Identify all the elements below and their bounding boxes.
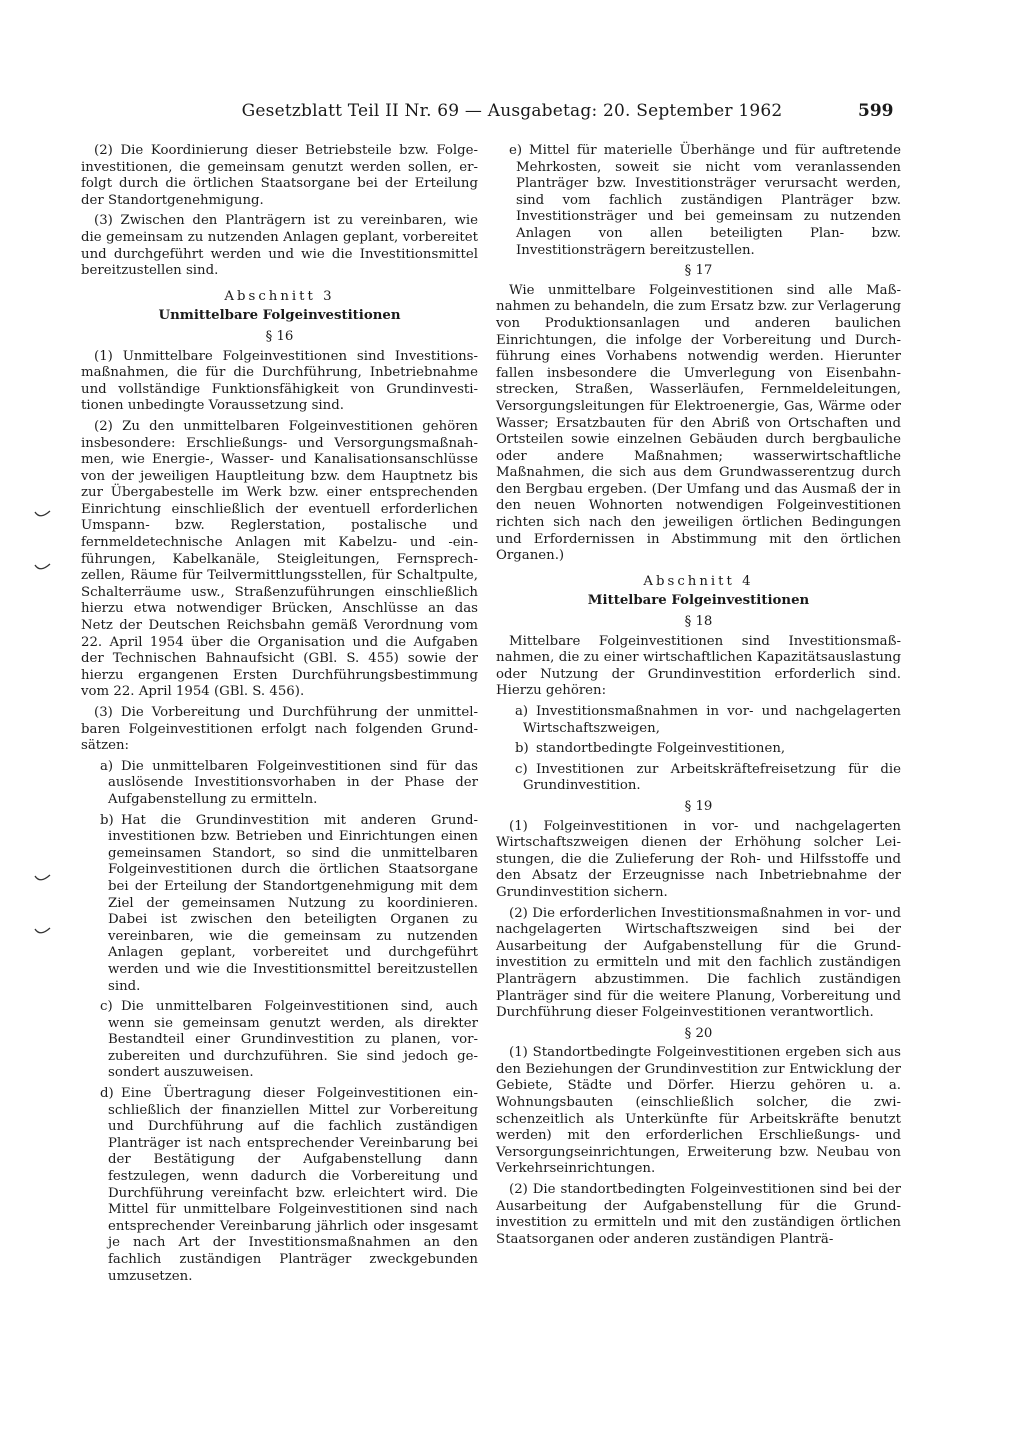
margin-check-mark-icon [34, 561, 52, 575]
list-item [81, 999, 478, 1082]
paragraph-s16-2: (2) Zu den unmittelbaren Folgeinvestitionen gehören insbesondere: Erschließungs- und Versorgungsmaßnahmen, wie Energie-, Wasser- und Kanalisationsanschlüsse von der jeweiligen Hauptleitung bzw. dem Hauptnetz bis zur Übergabestelle im Werk bzw. einer entsprechenden Einrichtung einschließlich der eventuell erforderlichen Umspann- bzw. Reglerstation, postalische und fernmeldetechnische Anlagen mit Kabelzu- und -einführungen, Kabelkanäle, Steigleitungen, Fernsprechzellen, Räume für Teilvermittlungsstellen, für Schaltpulte, Schalterräume usw., Straßenzuführungen einschließlich hierzu etwa notwendiger Brücken, Anschlüsse an das Netz der Deutschen Reichsbahn gemäß Verordnung vom 22. April 1954 über die Organisation und die Aufgaben der Technischen Bahnaufsicht (GBl. S. 455) sowie der hierzu ergangenen Ersten Durchführungsbestimmung vom 22. April 1954 (GBl. S. 456). [81, 418, 478, 700]
right-column [496, 143, 901, 1252]
paragraph-s19-2: (2) Die erforderlichen Investitionsmaßnahmen in vor- und nachgelagerten Wirtschaftszweigen sind bei der Ausarbeitung der Aufgabenstellung für die Grundinvestition zu ermitteln und mit den fachlich zuständigen Planträgern abzustimmen. Die fachlich zuständigen Planträger sind für die weitere Planung, Vorbereitung und Durchführung dieser Folgeinvestitionen verantwortlich. [496, 905, 901, 1021]
paragraph-s16-3: (3) Die Vorbereitung und Durchführung der unmittelbaren Folgeinvestitionen erfolgt nach folgenden Grundsätzen: [81, 705, 478, 754]
list-item-text: Die unmittelbaren Folgeinvestitionen sind, auch wenn sie gemeinsam genutzt werden, als direkter Bestandteil einer Grundinvestition zu planen, vorzubereiten und durchzuführen. Sie sind jedoch gesondert auszuweisen. [108, 999, 478, 1081]
paragraph-18-heading: § 18 [684, 614, 713, 630]
margin-check-mark-icon [34, 508, 52, 522]
paragraph-s16-1: (1) Unmittelbare Folgeinvestitionen sind Investitionsmaßnahmen, die für die Durchführung, Inbetriebnahme und vollständige Funktionsfähigkeit von Grundinvestitionen unbedingte Voraussetzung sind. [81, 348, 478, 414]
list-item-label: c) [515, 761, 528, 777]
section-4-heading: Abschnitt 4 [643, 573, 754, 589]
list-item-text: Eine Übertragung dieser Folgeinvestitionen einschließlich der finanziellen Mittel zur Vorbereitung und Durchführung auf die fachlich zuständigen Planträger ist nach entsprechender Vereinbarung bei der Bestätigung der Aufgabenstellung dann festzulegen, wenn dadurch die Vorbereitung und Durchführung vereinfacht bzw. erleichtert wird. Die Mittel für unmittelbare Folgeinvestitionen sind nach entsprechender Vereinbarung jährlich oder insgesamt je nach Art der Investitionsmaßnahmen an den fachlich zuständigen Planträger zweckgebunden umzusetzen. [108, 1086, 478, 1284]
list-item-label: e) [509, 143, 523, 158]
list-item-text: Investitionsmaßnahmen in vor- und nachgelagerten Wirtschaftszweigen, [523, 704, 901, 736]
paragraph-s19-1: (1) Folgeinvestitionen in vor- und nachgelagerten Wirtschaftszweigen dienen der Erhöhung solcher Leistungen, die die Zulieferung der Roh- und Hilfsstoffe und den Absatz der Erzeugnisse nach Inbetriebnahme der Grundinvestition sichern. [496, 818, 901, 900]
list-item-text: Mittel für materielle Überhänge und für auftretende Mehrkosten, soweit sie nicht vom veranlassenden Planträger bzw. Investitionsträger verursacht werden, sind vom fachlich zuständigen Planträger bzw. Investitionsträger und bei gemeinsam zu nutzenden Anlagen von allen beteiligten Plan- bzw. Investitionsträgern bereitzustellen. [516, 143, 901, 258]
left-column [81, 143, 478, 1289]
list-item-text: Investitionen zur Arbeitskräftefreisetzung für die Grundinvestition. [523, 761, 901, 794]
list-item-label: d) [100, 1086, 114, 1102]
paragraph-s18: Mittelbare Folgeinvestitionen sind Investitionsmaßnahmen, die zu einer wirtschaftlichen Kapazitätsauslastung oder Nutzung der Grundinvestition erforderlich sind. Hierzu gehören: [496, 633, 901, 699]
list-item [81, 1086, 478, 1285]
list-item-text: Die unmittelbaren Folgeinvestitionen sind für das auslösende Investitionsvorhaben in der Phase der Aufgabenstellung zu ermitteln. [108, 758, 478, 807]
page-number: 599 [858, 101, 894, 121]
section-3-title: Unmittelbare Folgeinvestitionen [158, 308, 401, 324]
list-item [496, 741, 901, 758]
paragraph-s15-2: (2) Die Koordinierung dieser Betriebsteile bzw. Folgeinvestitionen, die gemeinsam genutzt werden sollen, erfolgt durch die örtlichen Staatsorgane bei der Erteilung der Standortgenehmigung. [81, 143, 478, 208]
page-header [0, 101, 1024, 127]
list-item-label: b) [515, 741, 529, 757]
section-3-heading: Abschnitt 3 [224, 288, 335, 304]
list-item-label: a) [515, 704, 529, 719]
paragraph-s17: Wie unmittelbare Folgeinvestitionen sind alle Maßnahmen zu behandeln, die zum Ersatz bzw. zur Verlagerung von Produktionsanlagen und anderen baulichen Einrichtungen, die infolge der Vorbereitung und Durchführung eines Vorhabens notwendig werden. Hierunter fallen insbesondere die Umverlegung von Eisenbahnstrecken, Straßen, Wasserläufen, Fernmeldeleitungen, Versorgungsleitungen für Elektroenergie, Gas, Wärme oder Wasser; Ersatzbauten für den Abriß von Ortschaften und Ortsteilen sowie einzelnen Gebäuden durch bergbauliche oder andere Maßnahmen; wasserwirtschaftliche Maßnahmen, die sich aus dem Grundwasserentzug durch den Bergbau ergeben. (Der Umfang und das Ausmaß der in den neuen Wohnorten notwendigen Folgeinvestitionen richten sich nach den jeweiligen örtlichen Bedingungen und Erfordernissen in Abstimmung mit den örtlichen Organen.) [496, 282, 901, 564]
list-item [81, 759, 478, 809]
paragraph-17-heading: § 17 [684, 263, 713, 279]
paragraph-19-heading: § 19 [684, 798, 713, 814]
list-item-label: a) [100, 758, 114, 774]
list-item [81, 813, 478, 996]
gazette-title: Gesetzblatt Teil II Nr. 69 — Ausgabetag: 20. September 1962 [241, 101, 783, 121]
list-item [496, 762, 901, 795]
margin-check-mark-icon [34, 872, 52, 886]
list-item [496, 143, 901, 259]
list-item-label: c) [100, 999, 113, 1015]
paragraph-s15-3: (3) Zwischen den Planträgern ist zu vereinbaren, wie die gemeinsam zu nutzenden Anlagen geplant, vorbereitet und durchgeführt werden und wie die Investitionsmittel bereitzustellen sind. [81, 213, 478, 279]
list-item-text: standortbedingte Folgeinvestitionen, [536, 741, 786, 757]
paragraph-s20-1: (1) Standortbedingte Folgeinvestitionen ergeben sich aus den Beziehungen der Grundinvestition zur Entwicklung der Gebiete, Städte und Dörfer. Hierzu gehören u. a. Wohnungsbauten (einschließlich solcher, die zwischenzeitlich als Unterkünfte für Arbeitskräfte benutzt werden) mit den erforderlichen Erschließungs- und Versorgungseinrichtungen, Erweiterung bzw. Neubau von Verkehrseinrichtungen. [496, 1045, 901, 1177]
paragraph-20-heading: § 20 [684, 1025, 713, 1041]
list-item-label: b) [100, 812, 114, 828]
paragraph-16-heading: § 16 [265, 328, 294, 344]
margin-check-mark-icon [34, 925, 52, 939]
paragraph-s20-2: (2) Die standortbedingten Folgeinvestitionen sind bei der Ausarbeitung der Aufgabenstellung für die Grundinvestition zu ermitteln und mit den zuständigen örtlichen Staatsorganen oder anderen zuständigen Planträ- [496, 1182, 901, 1247]
list-item [496, 704, 901, 737]
section-4-title: Mittelbare Folgeinvestitionen [587, 593, 810, 609]
list-item-text: Hat die Grundinvestition mit anderen Grundinvestitionen bzw. Betrieben und Einrichtungen einen gemeinsamen Standort, so sind die unmittelbaren Folgeinvestitionen durch die örtlichen Staatsorgane bei der Erteilung der Standortgenehmigung mit dem Ziel der gemeinsamen Nutzung zu koordinieren. Dabei ist zwischen den beteiligten Organen zu vereinbaren, wie die gemeinsam zu nutzenden Anlagen geplant, vorbereitet und durchgeführt werden und wie die Investitionsmittel bereitzustellen sind. [108, 812, 478, 994]
